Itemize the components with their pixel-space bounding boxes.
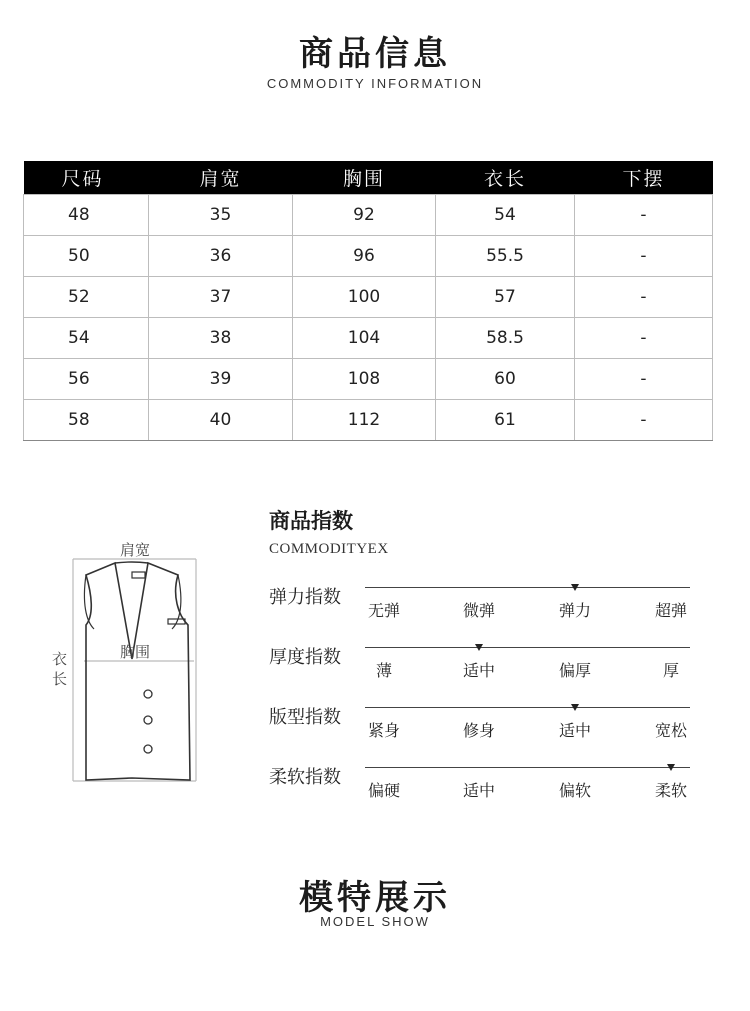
index-option: 柔软: [654, 781, 687, 800]
index-label: 厚度指数: [269, 647, 341, 668]
section-subtitle-model-show: MODEL SHOW: [320, 914, 430, 929]
index-option: 适中: [462, 661, 495, 680]
vest-diagram: [48, 533, 218, 793]
table-cell: 37: [149, 277, 293, 318]
table-row: [24, 400, 713, 441]
index-title: 商品指数: [269, 509, 353, 533]
table-cell: 54: [24, 318, 149, 359]
header-size: 尺码: [24, 161, 149, 195]
table-cell: 57: [436, 277, 575, 318]
table-cell: -: [575, 318, 713, 359]
index-scale-line: [365, 707, 690, 708]
table-cell: -: [575, 359, 713, 400]
index-option: 弹力: [558, 601, 591, 620]
table-row: [24, 318, 713, 359]
index-label: 柔软指数: [269, 767, 341, 788]
index-option: 紧身: [367, 721, 400, 740]
table-row: [24, 277, 713, 318]
index-scale-line: [365, 767, 690, 768]
table-cell: 39: [149, 359, 293, 400]
table-cell: 96: [293, 236, 436, 277]
index-label: 版型指数: [269, 707, 341, 728]
table-cell: 50: [24, 236, 149, 277]
index-option: 偏硬: [367, 781, 400, 800]
index-option: 薄: [375, 661, 392, 680]
table-row: [24, 236, 713, 277]
index-option: 无弹: [367, 601, 400, 620]
index-option: 偏厚: [558, 661, 591, 680]
index-marker-icon: [475, 644, 483, 651]
index-option: 微弹: [462, 601, 495, 620]
index-marker-icon: [571, 704, 579, 711]
index-option: 适中: [558, 721, 591, 740]
section-title-model-show: 模特展示: [299, 878, 451, 918]
index-scale-line: [365, 647, 690, 648]
table-cell: 36: [149, 236, 293, 277]
header-chest: 胸围: [293, 161, 436, 195]
section-subtitle-commodity-info: COMMODITY INFORMATION: [266, 76, 484, 91]
index-scale-line: [365, 587, 690, 588]
table-cell: -: [575, 277, 713, 318]
table-cell: -: [575, 236, 713, 277]
table-cell: 52: [24, 277, 149, 318]
table-cell: 60: [436, 359, 575, 400]
vest-outline-icon: [48, 533, 218, 793]
shoulder-width-label: 肩宽: [120, 541, 151, 559]
index-subtitle: COMMODITYEX: [269, 541, 389, 557]
table-cell: 58: [24, 400, 149, 441]
header-length: 衣长: [436, 161, 575, 195]
table-cell: 40: [149, 400, 293, 441]
table-cell: 35: [149, 195, 293, 236]
section-title-commodity-info: 商品信息: [299, 34, 451, 74]
header-shoulder: 肩宽: [149, 161, 293, 195]
table-cell: 56: [24, 359, 149, 400]
index-marker-icon: [667, 764, 675, 771]
table-cell: 48: [24, 195, 149, 236]
table-cell: 58.5: [436, 318, 575, 359]
length-label-1: 衣: [52, 650, 68, 668]
chest-label: 胸围: [120, 643, 151, 661]
table-cell: 104: [293, 318, 436, 359]
header-hem: 下摆: [575, 161, 713, 195]
size-table: [23, 161, 713, 441]
table-cell: 61: [436, 400, 575, 441]
table-cell: 100: [293, 277, 436, 318]
index-option: 宽松: [654, 721, 687, 740]
length-label-2: 长: [52, 670, 68, 688]
table-cell: 108: [293, 359, 436, 400]
table-cell: -: [575, 400, 713, 441]
index-option: 适中: [462, 781, 495, 800]
index-option: 修身: [462, 721, 495, 740]
table-cell: 92: [293, 195, 436, 236]
table-cell: 112: [293, 400, 436, 441]
index-option: 偏软: [558, 781, 591, 800]
index-option: 厚: [662, 661, 679, 680]
table-row: [24, 359, 713, 400]
index-marker-icon: [571, 584, 579, 591]
table-cell: -: [575, 195, 713, 236]
index-option: 超弹: [654, 601, 687, 620]
table-cell: 38: [149, 318, 293, 359]
table-cell: 55.5: [436, 236, 575, 277]
size-table-header-row: [24, 161, 713, 195]
table-row: [24, 195, 713, 236]
table-cell: 54: [436, 195, 575, 236]
index-label: 弹力指数: [269, 587, 341, 608]
